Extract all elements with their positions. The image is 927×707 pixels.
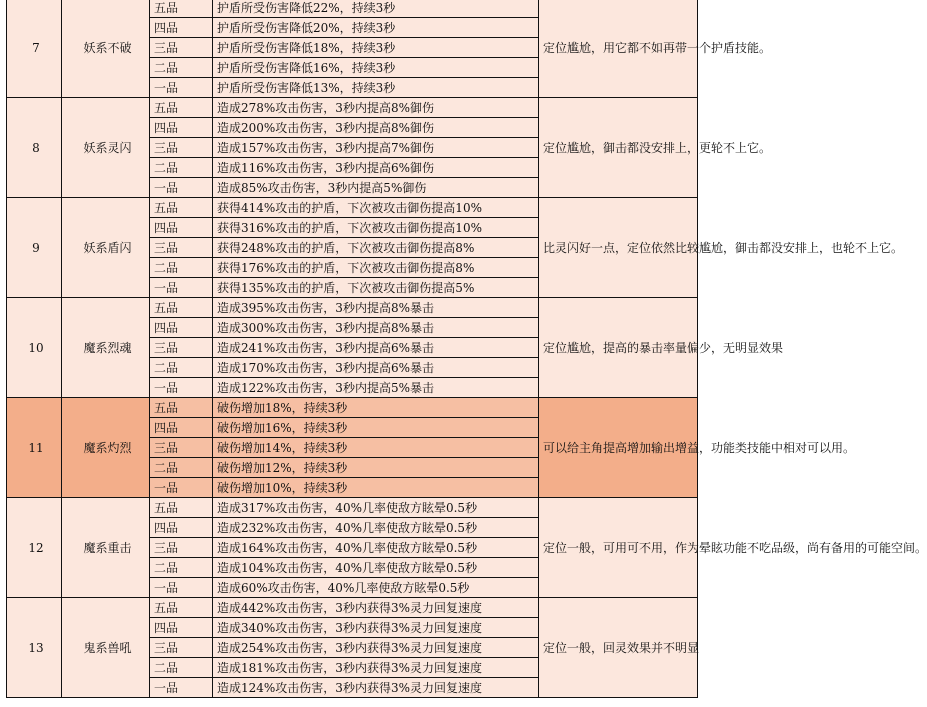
skill-number: 9 [7,198,62,298]
table-row [7,298,698,318]
tier-grade: 五品 [150,598,213,618]
table-row [7,98,698,118]
tier-grade: 二品 [150,158,213,178]
tier-effect: 造成104%攻击伤害，40%几率使敌方眩晕0.5秒 [213,558,539,578]
tier-effect: 造成164%攻击伤害，40%几率使敌方眩晕0.5秒 [213,538,539,558]
tier-grade: 二品 [150,58,213,78]
skill-number: 13 [7,598,62,698]
tier-grade: 二品 [150,658,213,678]
tier-effect: 造成122%攻击伤害，3秒内提高5%暴击 [213,378,539,398]
tier-grade: 三品 [150,638,213,658]
tier-grade: 三品 [150,338,213,358]
tier-effect: 造成278%攻击伤害，3秒内提高8%御伤 [213,98,539,118]
table-row [7,0,698,18]
tier-grade: 一品 [150,278,213,298]
skill-number: 10 [7,298,62,398]
skill-name: 妖系不破 [62,0,150,98]
tier-effect: 护盾所受伤害降低16%，持续3秒 [213,58,539,78]
skill-table-body [7,0,927,698]
skill-name: 妖系灵闪 [62,98,150,198]
tier-grade: 一品 [150,178,213,198]
skill-name: 妖系盾闪 [62,198,150,298]
skill-evaluation: 定位一般，回灵效果并不明显 [539,598,698,698]
tier-grade: 一品 [150,578,213,598]
table-row [7,198,698,218]
tier-grade: 二品 [150,258,213,278]
tier-effect: 造成170%攻击伤害，3秒内提高6%暴击 [213,358,539,378]
skill-evaluation: 比灵闪好一点，定位依然比较尴尬，御击都没安排上，也轮不上它。 [539,198,698,298]
tier-grade: 三品 [150,238,213,258]
skill-evaluation: 定位尴尬，用它都不如再带一个护盾技能。 [539,0,698,98]
tier-effect: 获得176%攻击的护盾，下次被攻击御伤提高8% [213,258,539,278]
tier-grade: 四品 [150,618,213,638]
skill-number: 11 [7,398,62,498]
tier-effect: 获得135%攻击的护盾，下次被攻击御伤提高5% [213,278,539,298]
skill-evaluation: 可以给主角提高增加输出增益，功能类技能中相对可以用。 [539,398,698,498]
tier-grade: 一品 [150,78,213,98]
tier-grade: 二品 [150,358,213,378]
tier-grade: 三品 [150,438,213,458]
tier-grade: 三品 [150,38,213,58]
tier-effect: 破伤增加18%，持续3秒 [213,398,539,418]
tier-effect: 破伤增加12%，持续3秒 [213,458,539,478]
skill-number: 7 [7,0,62,98]
tier-effect: 造成395%攻击伤害，3秒内提高8%暴击 [213,298,539,318]
tier-effect: 造成340%攻击伤害，3秒内获得3%灵力回复速度 [213,618,539,638]
skill-name: 魔系灼烈 [62,398,150,498]
tier-effect: 获得414%攻击的护盾，下次被攻击御伤提高10% [213,198,539,218]
tier-effect: 造成200%攻击伤害，3秒内提高8%御伤 [213,118,539,138]
tier-effect: 造成442%攻击伤害，3秒内获得3%灵力回复速度 [213,598,539,618]
skill-name: 魔系烈魂 [62,298,150,398]
tier-effect: 破伤增加14%，持续3秒 [213,438,539,458]
skill-name: 鬼系兽吼 [62,598,150,698]
skill-number: 8 [7,98,62,198]
tier-grade: 五品 [150,398,213,418]
tier-effect: 护盾所受伤害降低20%，持续3秒 [213,18,539,38]
tier-effect: 护盾所受伤害降低18%，持续3秒 [213,38,539,58]
tier-effect: 造成60%攻击伤害，40%几率使敌方眩晕0.5秒 [213,578,539,598]
tier-effect: 造成124%攻击伤害，3秒内获得3%灵力回复速度 [213,678,539,698]
tier-grade: 五品 [150,298,213,318]
skill-evaluation: 定位尴尬，御击都没安排上，更轮不上它。 [539,98,698,198]
tier-effect: 造成317%攻击伤害，40%几率使敌方眩晕0.5秒 [213,498,539,518]
skill-name: 魔系重击 [62,498,150,598]
tier-grade: 一品 [150,478,213,498]
skill-table [6,0,927,698]
tier-grade: 五品 [150,198,213,218]
tier-effect: 造成85%攻击伤害，3秒内提高5%御伤 [213,178,539,198]
tier-effect: 造成254%攻击伤害，3秒内获得3%灵力回复速度 [213,638,539,658]
skill-evaluation: 定位尴尬，提高的暴击率量偏少，无明显效果 [539,298,698,398]
table-row [7,498,698,518]
tier-grade: 四品 [150,18,213,38]
tier-grade: 四品 [150,418,213,438]
tier-effect: 造成232%攻击伤害，40%几率使敌方眩晕0.5秒 [213,518,539,538]
tier-effect: 护盾所受伤害降低22%，持续3秒 [213,0,539,18]
tier-grade: 四品 [150,518,213,538]
tier-effect: 造成241%攻击伤害，3秒内提高6%暴击 [213,338,539,358]
tier-effect: 护盾所受伤害降低13%，持续3秒 [213,78,539,98]
tier-effect: 获得316%攻击的护盾，下次被攻击御伤提高10% [213,218,539,238]
tier-effect: 造成116%攻击伤害，3秒内提高6%御伤 [213,158,539,178]
tier-grade: 一品 [150,678,213,698]
tier-effect: 造成157%攻击伤害，3秒内提高7%御伤 [213,138,539,158]
tier-effect: 破伤增加16%，持续3秒 [213,418,539,438]
tier-effect: 造成181%攻击伤害，3秒内获得3%灵力回复速度 [213,658,539,678]
tier-effect: 造成300%攻击伤害，3秒内提高8%暴击 [213,318,539,338]
tier-grade: 二品 [150,558,213,578]
tier-grade: 四品 [150,218,213,238]
tier-grade: 三品 [150,138,213,158]
skill-number: 12 [7,498,62,598]
tier-grade: 一品 [150,378,213,398]
tier-grade: 四品 [150,318,213,338]
tier-grade: 五品 [150,498,213,518]
tier-grade: 五品 [150,0,213,18]
tier-grade: 四品 [150,118,213,138]
tier-effect: 获得248%攻击的护盾，下次被攻击御伤提高8% [213,238,539,258]
tier-grade: 三品 [150,538,213,558]
table-row [7,598,698,618]
skill-evaluation: 定位一般，可用可不用，作为晕眩功能不吃品级，尚有备用的可能空间。 [539,498,698,598]
tier-grade: 二品 [150,458,213,478]
table-row [7,398,698,418]
tier-grade: 五品 [150,98,213,118]
tier-effect: 破伤增加10%，持续3秒 [213,478,539,498]
